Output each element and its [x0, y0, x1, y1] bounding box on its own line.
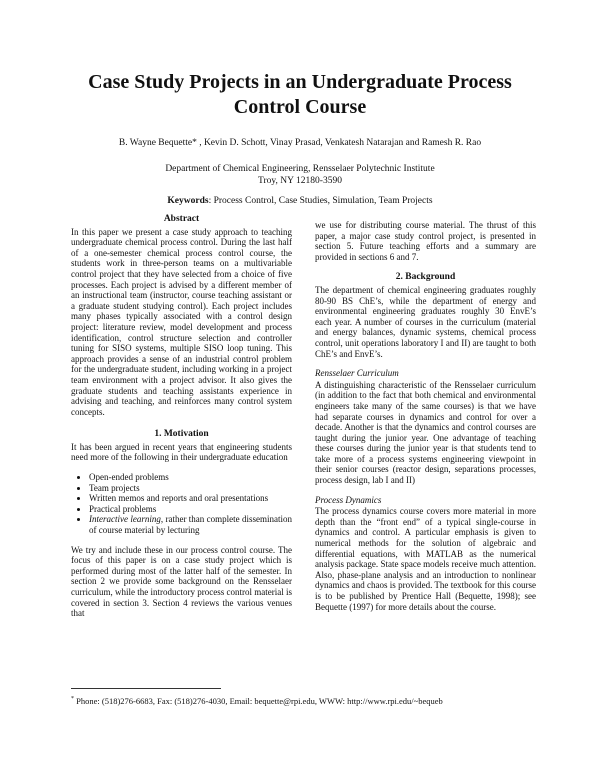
left-column: [71, 214, 292, 619]
abstract-heading: Abstract: [163, 214, 200, 224]
motivation-list: [71, 472, 292, 536]
affiliation: [100, 163, 500, 187]
background-text: The department of chemical engineering graduates roughly 80-90 BS ChE’s, while the department of energy and environmental engineering graduates roughly 30 EnvE’s each year. A number of courses in the curriculum (material and energy balances, dynamic systems, chemical process control, unit operations laboratory I and II) are taught to both ChE’s and EnvE’s.: [315, 284, 536, 359]
right-column: [315, 220, 536, 612]
keywords: [40, 196, 560, 206]
list-item: • Practical problems: [89, 504, 292, 515]
dynamics-subheading: Process Dynamics: [315, 494, 382, 505]
abstract-text: In this paper we present a case study approach to teaching undergraduate chemical process control. During the last half of a one-semester chemical process control course, the students work in three-person teams on a multivariable control project that they have selected from a choice of five processes. Each project is advised by a different member of an instructional team (instructor, course teaching assistant or a graduate student studying control). Each project includes many phases typically associated with a control design project: literature review, model development and process identification, control structure selection and controller tuning for SISO systems, multiple SISO loop tuning. This approach provides a sense of an industrial control problem for the undergraduate student, including working in a project team environment with a project advisor. It also gives the graduate students and teaching assistants experience in advising and teaching, and reinforces many control system concepts.: [71, 226, 292, 417]
footnote-marker: *: [71, 696, 74, 703]
list-item-rest: , rather than complete dissemination of course material by lecturing: [89, 514, 292, 536]
list-item: • Open-ended problems: [89, 472, 292, 483]
list-item: [89, 514, 292, 535]
list-item: • Written memos and reports and oral presentations: [89, 493, 292, 504]
list-item: • Team projects: [89, 483, 292, 494]
footnote-text: Phone: (518)276-6683, Fax: (518)276-4030, Email: bequette@rpi.edu, WWW: http://www.rpi.edu/~bequeb: [74, 696, 443, 706]
paper-title: Case Study Projects in an Undergraduate Process Control Course: [88, 71, 512, 118]
motivation-intro: It has been argued in recent years that engineering students need more of the following in their undergraduate education: [71, 441, 292, 463]
background-heading: 2. Background: [395, 272, 456, 283]
keywords-label: Keywords: [167, 196, 209, 206]
continuation-paragraph: we use for distributing course material. The thrust of this paper, a major case study control project, is presented in section 5. Future teaching efforts and a summary are provided in sections 6 and 7.: [315, 220, 536, 262]
footnote-divider: [71, 688, 221, 689]
motivation-paragraph: We try and include these in our process control course. The focus of this paper is on a case study project which is performed during most of the latter half of the semester. In section 2 we provide some background on the Rensselaer curriculum, while the introductory process control material is covered in section 3. Section 4 reviews the various venues that: [71, 544, 292, 619]
list-item-italic: Interactive learning: [89, 514, 161, 525]
keywords-text: : Process Control, Case Studies, Simulation, Team Projects: [208, 196, 433, 206]
author-list: B. Wayne Bequette* , Kevin D. Schott, Vinay Prasad, Venkatesh Natarajan and Ramesh R. Rao: [118, 138, 482, 148]
affiliation-department: Department of Chemical Engineering, Rensselaer Polytechnic Institute: [165, 164, 435, 174]
footnote: [71, 696, 551, 706]
motivation-heading: 1. Motivation: [154, 429, 209, 440]
affiliation-address: Troy, NY 12180-3590: [258, 176, 342, 186]
rensselaer-text: A distinguishing characteristic of the Rensselaer curriculum (in addition to the fact that both chemical and environmental engineers take many of the same courses) is that we have had separate courses in dynamics and control for over a decade. Another is that the dynamics and control courses are taught during the junior year. One advantage of teaching these courses during the junior year is that students tend to take more of a process systems engineering viewpoint in their senior courses (reactor design, separations processes, process design, lab I and II): [315, 379, 536, 486]
dynamics-text: The process dynamics course covers more material in more depth than the “front end” of a typical single-course in dynamics and control. A particular emphasis is given to numerical methods for the solution of algebraic and differential equations, with MATLAB as the numerical analysis package. State space models receive much attention. Also, phase-plane analysis and an introduction to nonlinear dynamics and chaos is provided. The textbook for this course is to be published by Prentice Hall (Bequette, 1998); see Bequette (1997) for more details about the course.: [315, 506, 536, 612]
rensselaer-subheading: Rensselaer Curriculum: [315, 368, 399, 379]
